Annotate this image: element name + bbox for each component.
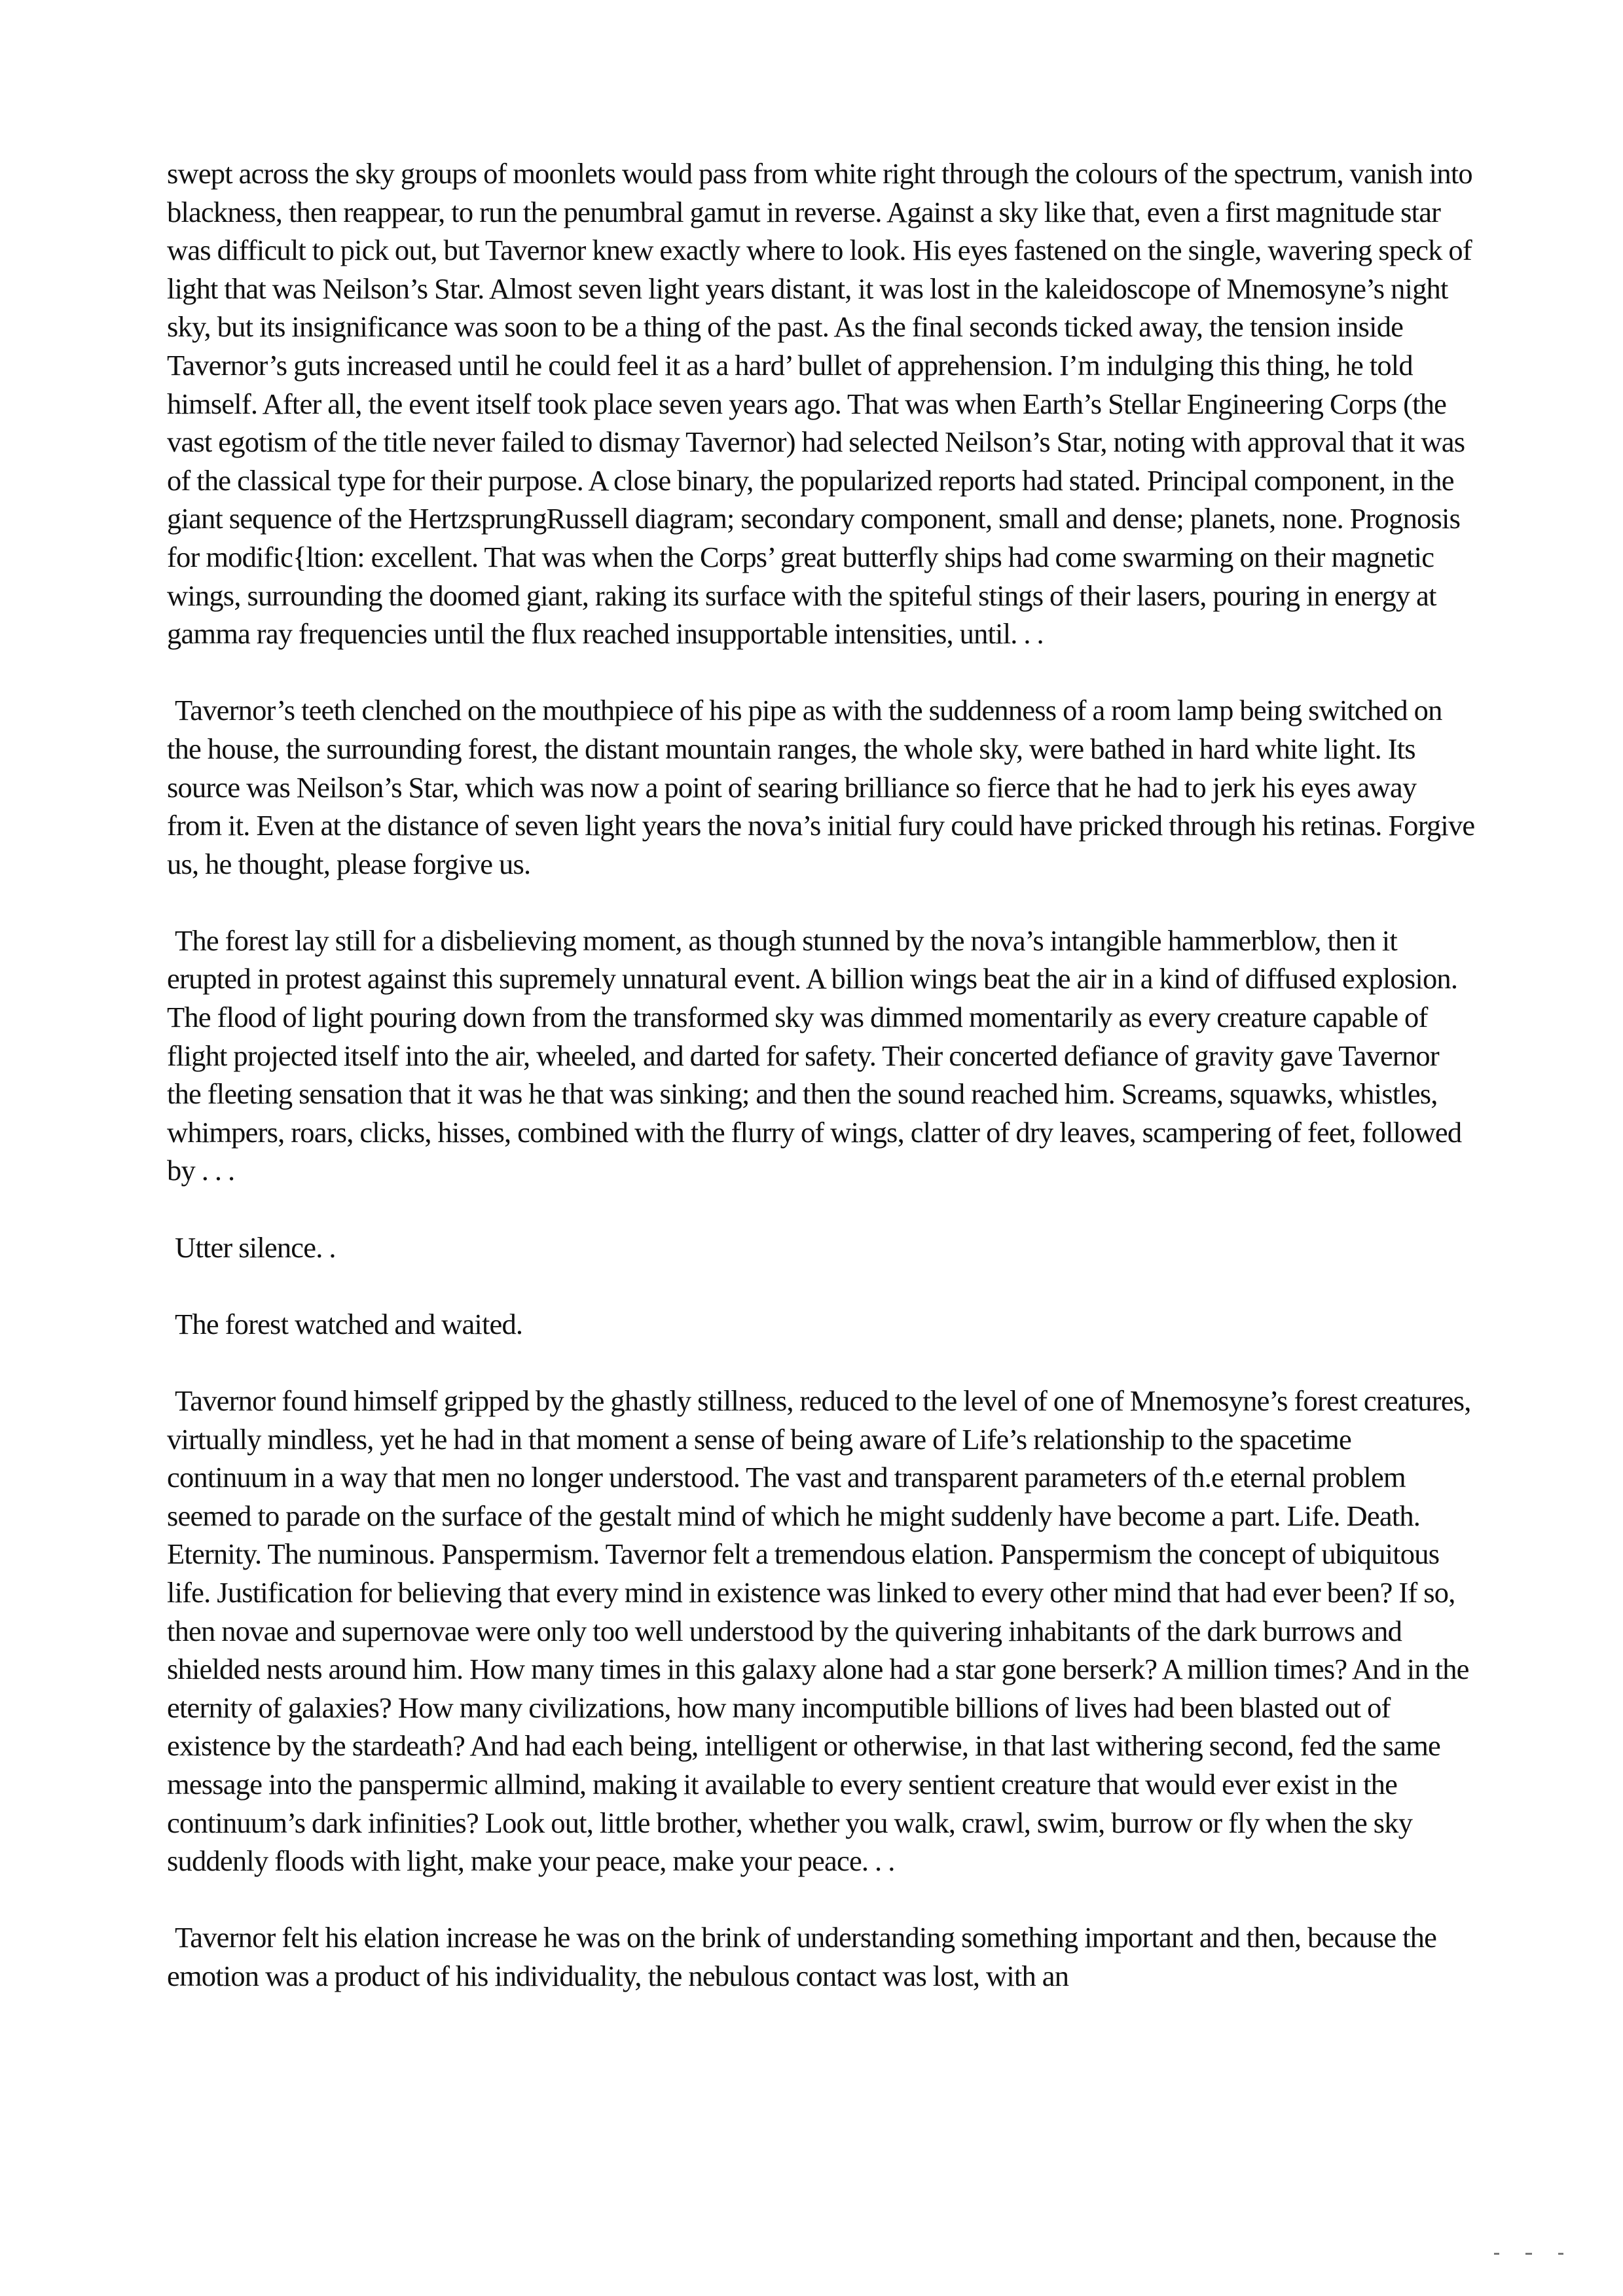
- paragraph-7: Tavernor felt his elation increase he was on the brink of understanding something important and then, because the emotion was a product of his individuality, the nebulous contact was lost, with an: [167, 1921, 1437, 1992]
- body-text: [167, 154, 1476, 2034]
- paragraph-4: Utter silence. .: [175, 1230, 336, 1264]
- paragraph-6: Tavernor found himself gripped by the ghastly stillness, reduced to the level of one of Mnemosyne’s forest creatures, virtually mindless, yet he had in that moment a sense of being aware of Life’s relationship to the spacetime continuum in a way that men no longer understood. The vast and transparent parameters of th.e eternal problem seemed to parade on the surface of the gestalt mind of which he might suddenly have become a part. Life. Death. Eternity. The numinous. Panspermism. Tavernor felt a tremendous elation. Panspermism the concept of ubiquitous life. Justification for believing that every mind in existence was linked to every other mind that had ever been? If so, then novae and supernovae were only too well understood by the quivering inhabitants of the dark burrows and shielded nests around him. How many times in this galaxy alone had a star gone berserk? A million times? And in the eternity of galaxies? How many civilizations, how many incomputible billions of lives had been blasted out of existence by the stardeath? And had each being, intelligent or otherwise, in that last withering second, fed the same message into the panspermic allmind, making it available to every sentient creature that would ever exist in the continuum’s dark infinities? Look out, little brother, whether you walk, crawl, swim, burrow or fly when the sky suddenly floods with light, make your peace, make your peace. . .: [167, 1384, 1471, 1878]
- paragraph-1: swept across the sky groups of moonlets would pass from white right through the colours of the spectrum, vanish into blackness, then reappear, to run the penumbral gamut in reverse. Against a sky like that, even a first magnitude star was difficult to pick out, but Tavernor knew exactly where to look. His eyes fastened on the single, wavering speck of light that was Neilson’s Star. Almost seven light years distant, it was lost in the kaleidoscope of Mnemosyne’s night sky, but its insignificance was soon to be a thing of the past. As the final seconds ticked away, the tension inside Tavernor’s guts increased until he could feel it as a hard’ bullet of apprehension. I’m indulging this thing, he told himself. After all, the event itself took place seven years ago. That was when Earth’s Stellar Engineering Corps (the vast egotism of the title never failed to dismay Tavernor) had selected Neilson’s Star, noting with approval that it was of the classical type for their purpose. A close binary, the popularized reports had stated. Principal component, in the giant sequence of the HertzsprungRussell diagram; secondary component, small and dense; planets, none. Prognosis for modific{ltion: excellent. That was when the Corps’ great butterfly ships had come swarming on their magnetic wings, surrounding the doomed giant, raking its surface with the spiteful stings of their lasers, pouring in energy at gamma ray frequencies until the flux reached insupportable intensities, until. . .: [167, 157, 1472, 651]
- page-number-mark: [1494, 2249, 1566, 2259]
- paragraph-2: Tavernor’s teeth clenched on the mouthpiece of his pipe as with the suddenness of a room lamp being switched on the house, the surrounding forest, the distant mountain ranges, the whole sky, were bathed in hard white light. Its source was Neilson’s Star, which was now a point of searing brilliance so fierce that he had to jerk his eyes away from it. Even at the distance of seven light years the nova’s initial fury could have pricked through his retinas. Forgive us, he thought, please forgive us.: [167, 694, 1475, 880]
- paragraph-3: The forest lay still for a disbelieving moment, as though stunned by the nova’s intangible hammerblow, then it erupted in protest against this supremely unnatural event. A billion wings beat the air in a kind of diffused explosion. The flood of light pouring down from the transformed sky was dimmed momentarily as every creature capable of flight projected itself into the air, wheeled, and darted for safety. Their concerted defiance of gravity gave Tavernor the fleeting sensation that it was he that was sinking; and then the sound reached him. Screams, squawks, whistles, whimpers, roars, clicks, hisses, combined with the flurry of wings, clatter of dry leaves, scampering of feet, followed by . . .: [167, 924, 1462, 1187]
- paragraph-5: The forest watched and waited.: [175, 1307, 523, 1340]
